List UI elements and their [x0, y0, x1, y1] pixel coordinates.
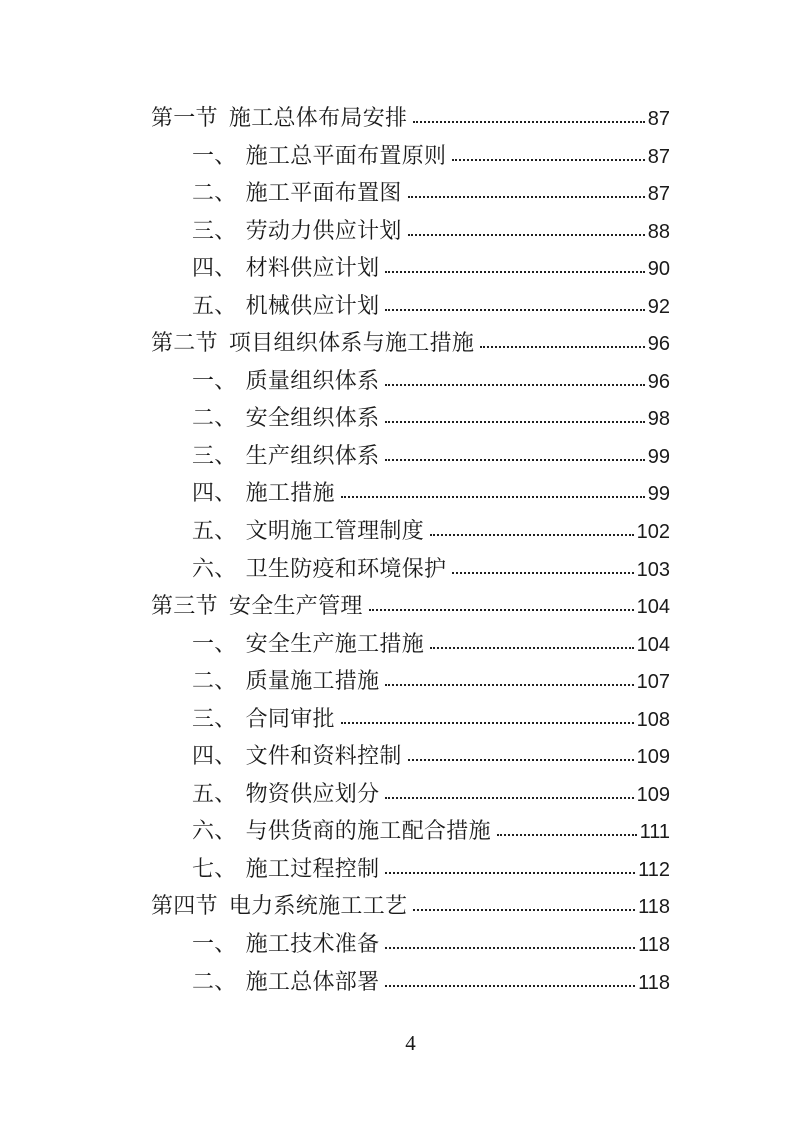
toc-entry-page: 112 [638, 858, 670, 881]
toc-entry[interactable] [151, 99, 670, 137]
toc-entry[interactable] [151, 700, 670, 738]
toc-entry-title: 施工技术准备 [245, 931, 380, 957]
toc-entry-page: 88 [647, 220, 670, 243]
toc-entry-page: 102 [636, 521, 670, 544]
toc-entry-page: 87 [647, 145, 670, 168]
table-of-contents [151, 99, 670, 1000]
toc-entry-page: 96 [647, 333, 670, 356]
toc-entry-page: 118 [638, 896, 670, 919]
toc-entry-title: 生产组织体系 [245, 442, 380, 468]
dot-leader [369, 609, 634, 611]
toc-entry-page: 109 [636, 783, 670, 806]
toc-entry-prefix: 三、 [192, 705, 237, 731]
toc-entry-prefix: 第三节 [151, 593, 218, 619]
toc-entry[interactable] [151, 399, 670, 437]
toc-entry-title: 与供货商的施工配合措施 [245, 818, 491, 844]
dot-leader [452, 572, 633, 574]
toc-entry-page: 104 [636, 633, 670, 656]
dot-leader [413, 121, 644, 123]
toc-entry-title: 劳动力供应计划 [245, 217, 402, 243]
dot-leader [430, 647, 634, 649]
toc-entry-title: 施工总体布局安排 [228, 105, 408, 130]
toc-entry[interactable] [151, 474, 670, 512]
toc-entry-page: 104 [636, 596, 670, 619]
dot-leader [385, 384, 644, 386]
toc-entry-prefix: 五、 [192, 780, 237, 806]
toc-entry-title: 物资供应划分 [245, 780, 380, 806]
toc-entry-page: 118 [638, 934, 670, 957]
toc-entry-prefix: 三、 [192, 217, 237, 243]
toc-entry[interactable] [151, 212, 670, 250]
dot-leader [385, 985, 635, 987]
dot-leader [385, 421, 644, 423]
toc-entry[interactable] [151, 174, 670, 212]
toc-entry-title: 施工措施 [245, 480, 335, 506]
toc-entry-title: 文明施工管理制度 [245, 518, 425, 544]
toc-entry-page: 90 [647, 258, 670, 281]
dot-leader [385, 459, 644, 461]
toc-entry-title: 施工平面布置图 [245, 180, 402, 206]
toc-entry-prefix: 六、 [192, 555, 237, 581]
toc-entry-prefix: 四、 [192, 480, 237, 506]
toc-entry[interactable] [151, 437, 670, 475]
toc-entry-title: 质量组织体系 [245, 367, 380, 393]
dot-leader [480, 346, 645, 348]
toc-entry-page: 98 [647, 408, 670, 431]
toc-entry-prefix: 二、 [192, 180, 237, 206]
toc-entry-title: 施工总体部署 [245, 968, 380, 994]
toc-entry-prefix: 五、 [192, 292, 237, 318]
toc-entry[interactable] [151, 775, 670, 813]
dot-leader [497, 834, 637, 836]
toc-entry-title: 合同审批 [245, 705, 335, 731]
toc-entry-prefix: 七、 [192, 855, 237, 881]
toc-entry-title: 施工总平面布置原则 [245, 142, 447, 168]
toc-entry-prefix: 二、 [192, 405, 237, 431]
toc-entry[interactable] [151, 324, 670, 362]
toc-entry-title: 施工过程控制 [245, 855, 380, 881]
dot-leader [430, 534, 634, 536]
toc-entry[interactable] [151, 737, 670, 775]
page-number: 4 [405, 1031, 416, 1055]
toc-entry[interactable] [151, 137, 670, 175]
toc-entry-title: 项目组织体系与施工措施 [228, 330, 475, 356]
toc-entry-page: 87 [647, 183, 670, 206]
toc-entry-title: 安全组织体系 [245, 405, 380, 431]
dot-leader [408, 234, 645, 236]
toc-entry[interactable] [151, 850, 670, 888]
toc-entry-title: 机械供应计划 [245, 292, 380, 318]
toc-entry[interactable] [151, 287, 670, 325]
dot-leader [385, 684, 633, 686]
toc-entry-title: 安全生产施工措施 [245, 630, 425, 656]
dot-leader [385, 797, 633, 799]
toc-entry-prefix: 第四节 [151, 893, 218, 919]
toc-entry-title: 安全生产管理 [228, 593, 363, 619]
toc-entry[interactable] [151, 249, 670, 287]
dot-leader [341, 722, 634, 724]
dot-leader [413, 909, 635, 911]
toc-entry-prefix: 二、 [192, 668, 237, 694]
toc-entry-prefix: 一、 [192, 367, 237, 393]
dot-leader [385, 947, 635, 949]
toc-entry-page: 107 [636, 671, 670, 694]
toc-entry-page: 87 [647, 108, 670, 130]
toc-entry-prefix: 四、 [192, 743, 237, 769]
toc-entry-prefix: 一、 [192, 142, 237, 168]
toc-entry[interactable] [151, 550, 670, 588]
toc-entry[interactable] [151, 925, 670, 963]
toc-entry-prefix: 二、 [192, 968, 237, 994]
dot-leader [385, 309, 644, 311]
toc-entry-prefix: 一、 [192, 931, 237, 957]
toc-entry[interactable] [151, 512, 670, 550]
dot-leader [341, 496, 645, 498]
toc-entry-prefix: 四、 [192, 255, 237, 281]
toc-entry-prefix: 一、 [192, 630, 237, 656]
toc-entry-page: 99 [647, 483, 670, 506]
toc-entry-page: 118 [638, 971, 670, 994]
toc-entry[interactable] [151, 587, 670, 625]
toc-entry-title: 材料供应计划 [245, 255, 380, 281]
toc-entry-prefix: 第二节 [151, 330, 218, 356]
toc-entry-prefix: 五、 [192, 518, 237, 544]
toc-entry-page: 109 [636, 746, 670, 769]
toc-entry-title: 文件和资料控制 [245, 743, 402, 769]
toc-entry[interactable] [151, 812, 670, 850]
toc-entry[interactable] [151, 887, 670, 925]
dot-leader [385, 872, 635, 874]
toc-entry[interactable] [151, 625, 670, 663]
toc-entry-page: 103 [636, 558, 670, 581]
toc-entry-title: 质量施工措施 [245, 668, 380, 694]
toc-entry-title: 电力系统施工工艺 [228, 893, 408, 919]
dot-leader [385, 271, 644, 273]
toc-entry-prefix: 三、 [192, 442, 237, 468]
toc-entry-page: 96 [647, 370, 670, 393]
toc-entry-page: 108 [636, 708, 670, 731]
dot-leader [452, 159, 644, 161]
toc-entry-prefix: 第一节 [151, 105, 218, 130]
toc-entry-page: 99 [647, 445, 670, 468]
toc-entry-page: 111 [639, 821, 670, 844]
toc-entry-title: 卫生防疫和环境保护 [245, 555, 447, 581]
toc-entry-page: 92 [647, 295, 670, 318]
toc-entry[interactable] [151, 362, 670, 400]
toc-entry-prefix: 六、 [192, 818, 237, 844]
toc-entry[interactable] [151, 662, 670, 700]
toc-entry[interactable] [151, 963, 670, 1001]
dot-leader [408, 196, 645, 198]
dot-leader [408, 759, 634, 761]
